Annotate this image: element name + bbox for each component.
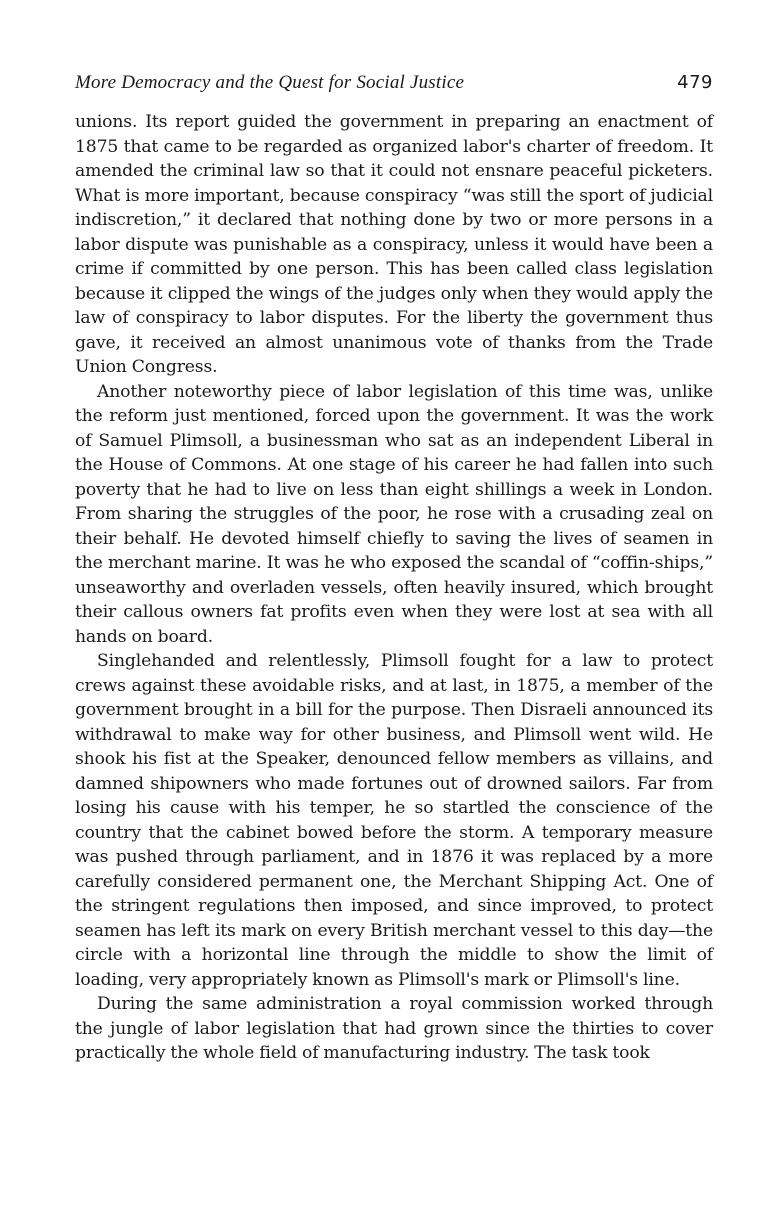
- running-title: More Democracy and the Quest for Social Justice: [75, 72, 465, 93]
- paragraph: unions. Its report guided the government in preparing an enactment of 1875 that came to be regarded as organized labor's charter of freedom. It amended the criminal law so that it could not ensnare peaceful picketers. What is more important, because conspiracy “was still the sport of judicial indiscretion,” it declared that nothing done by two or more persons in a labor dispute was punishable as a conspiracy, unless it would have been a crime if committed by one person. This has been called class legislation because it clipped the wings of the judges only when they would apply the law of conspiracy to labor disputes. For the liberty the government thus gave, it received an almost unanimous vote of thanks from the Trade Union Congress.: [75, 112, 713, 377]
- paragraph: Another noteworthy piece of labor legislation of this time was, unlike the reform just mentioned, forced upon the government. It was the work of Samuel Plimsoll, a businessman who sat as an independent Liberal in the House of Commons. At one stage of his career he had fallen into such poverty that he had to live on less than eight shillings a week in London. From sharing the struggles of the poor, he rose with a crusading zeal on their behalf. He devoted himself chiefly to saving the lives of seamen in the merchant marine. It was he who exposed the scandal of “coffin-ships,” unseaworthy and overladen vessels, often heavily insured, which brought their callous owners fat profits even when they were lost at sea with all hands on board.: [75, 381, 713, 647]
- paragraph: During the same administration a royal commission worked through the jungle of labor legislation that had grown since the thirties to cover practically the whole field of manufacturing industry. The task took: [75, 994, 713, 1063]
- running-head: [75, 72, 713, 94]
- page-number: 479: [677, 72, 713, 93]
- body-text: [75, 110, 713, 1066]
- book-page: [75, 72, 713, 1066]
- paragraph: Singlehanded and relentlessly, Plimsoll fought for a law to protect crews against these avoidable risks, and at last, in 1875, a member of the government brought in a bill for the purpose. Then Disraeli announced its withdrawal to make way for other business, and Plimsoll went wild. He shook his fist at the Speaker, denounced fellow members as villains, and damned shipowners who made fortunes out of drowned sailors. Far from losing his cause with his temper, he so startled the conscience of the country that the cabinet bowed before the storm. A temporary measure was pushed through parliament, and in 1876 it was replaced by a more carefully considered permanent one, the Merchant Shipping Act. One of the stringent regulations then imposed, and since improved, to protect seamen has left its mark on every British merchant vessel to this day—the circle with a horizontal line through the middle to show the limit of loading, very appropriately known as Plimsoll's mark or Plimsoll's line.: [75, 651, 713, 990]
